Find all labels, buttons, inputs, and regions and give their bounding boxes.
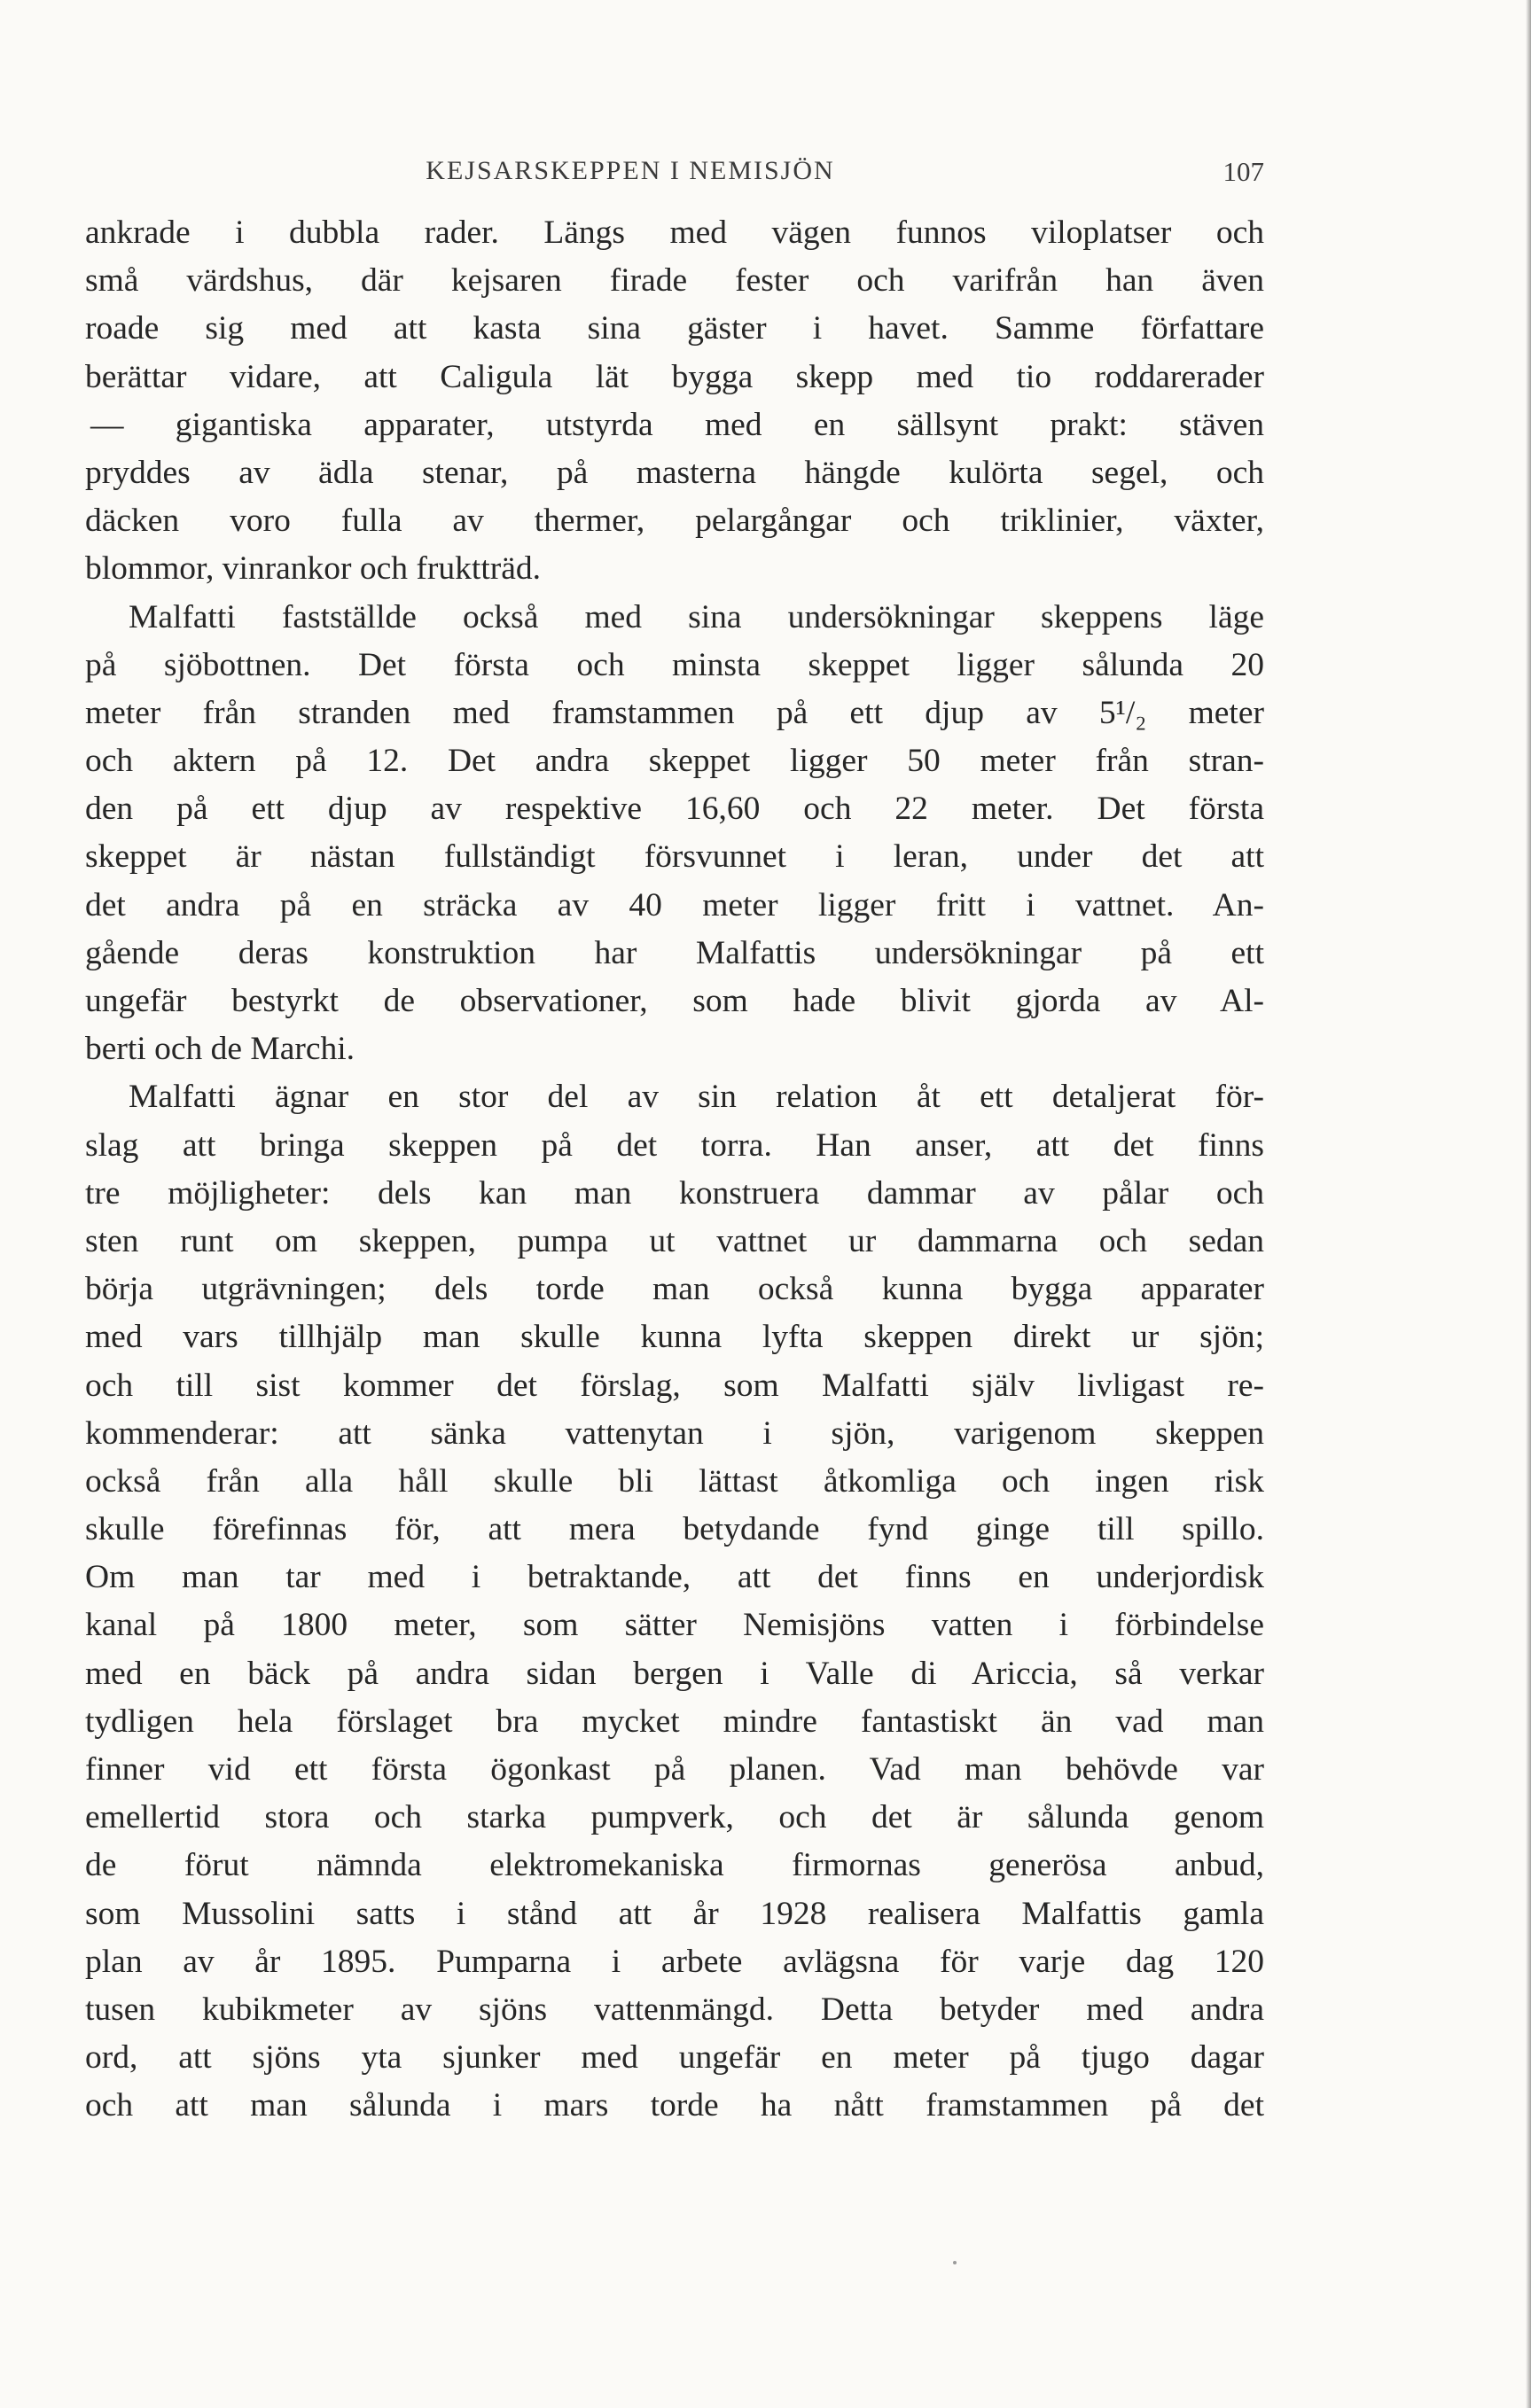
text-line: pryddes av ädla stenar, på masterna hängde kulörta segel, och (85, 454, 1264, 491)
text-line: slag att bringa skeppen på det torra. Han anser, att det finns (85, 1126, 1264, 1164)
body-text (85, 209, 1264, 2131)
text-line: och till sist kommer det förslag, som Malfatti själv livligast re- (85, 1367, 1264, 1404)
text-line: finner vid ett första ögonkast på planen. Vad man behövde var (85, 1751, 1264, 1788)
text-line: berättar vidare, att Caligula lät bygga skepp med tio roddarerader (85, 358, 1264, 395)
text-line: emellertid stora och starka pumpverk, och det är sålunda genom (85, 1799, 1264, 1836)
text-line: små värdshus, där kejsaren firade fester och varifrån han även (85, 262, 1264, 300)
text-line: skeppet är nästan fullständigt försvunnet i leran, under det att (85, 838, 1264, 876)
text-line: tusen kubikmeter av sjöns vattenmängd. Detta betyder med andra (85, 1991, 1264, 2028)
text-line: kommenderar: att sänka vattenytan i sjön, varigenom skeppen (85, 1414, 1264, 1452)
text-line: plan av år 1895. Pumparna i arbete avlägsna för varje dag 120 (85, 1943, 1264, 1980)
text-line: Malfatti fastställde också med sina undersökningar skeppens läge (129, 598, 1264, 635)
text-line: och att man sålunda i mars torde ha nått framstammen på det (85, 2087, 1264, 2124)
text-line: — gigantiska apparater, utstyrda med en sällsynt prakt: stäven (90, 406, 1264, 443)
text-line: roade sig med att kasta sina gäster i havet. Samme författare (85, 310, 1264, 347)
text-line: ungefär bestyrkt de observationer, som hade blivit gjorda av Al- (85, 983, 1264, 1019)
text-line: ankrade i dubbla rader. Längs med vägen funnos viloplatser och (85, 214, 1264, 251)
page-edge-shadow (1526, 0, 1531, 2408)
text-line: däcken voro fulla av thermer, pelargångar och triklinier, växter, (85, 503, 1264, 540)
text-line: och aktern på 12. Det andra skeppet ligger 50 meter från stran- (85, 743, 1264, 780)
text-line: också från alla håll skulle bli lättast åtkomliga och ingen risk (85, 1462, 1264, 1500)
text-line: som Mussolini satts i stånd att år 1928 realisera Malfattis gamla (85, 1895, 1264, 1932)
text-line: kanal på 1800 meter, som sätter Nemisjöns vatten i förbindelse (85, 1607, 1264, 1644)
text-line: tre möjligheter: dels kan man konstruera dammar av pålar och (85, 1174, 1264, 1212)
text-line: med en bäck på andra sidan bergen i Valle di Ariccia, så verkar (85, 1655, 1264, 1692)
text-line: det andra på en sträcka av 40 meter ligger fritt i vattnet. An- (85, 886, 1264, 923)
text-line: gående deras konstruktion har Malfattis undersökningar på ett (85, 934, 1264, 971)
text-line: börja utgrävningen; dels torde man också kunna bygga apparater (85, 1271, 1264, 1308)
text-line: de förut nämnda elektromekaniska firmornas generösa anbud, (85, 1847, 1264, 1884)
text-line: på sjöbottnen. Det första och minsta skeppet ligger sålunda 20 (85, 646, 1264, 683)
text-line: Malfatti ägnar en stor del av sin relation åt ett detaljerat för- (129, 1079, 1264, 1116)
text-line: med vars tillhjälp man skulle kunna lyfta skeppen direkt ur sjön; (85, 1319, 1264, 1356)
text-line: sten runt om skeppen, pumpa ut vattnet ur dammarna och sedan (85, 1222, 1264, 1259)
text-line: tydligen hela förslaget bra mycket mindre fantastiskt än vad man (85, 1703, 1264, 1740)
running-title: KEJSARSKEPPEN I NEMISJÖN (426, 156, 835, 185)
running-head (85, 149, 1264, 190)
text-line: Om man tar med i betraktande, att det finns en underjordisk (85, 1559, 1264, 1596)
text-line: den på ett djup av respektive 16,60 och 22 meter. Det första (85, 791, 1264, 828)
page-number: 107 (1222, 156, 1264, 187)
text-line: ord, att sjöns yta sjunker med ungefär en meter på tjugo dagar (85, 2039, 1264, 2077)
paper-speck (953, 2261, 957, 2264)
text-line: meter från stranden med framstammen på ett djup av 5¹/₂ meter (85, 694, 1264, 731)
text-line: blommor, vinrankor och fruktträd. (85, 550, 541, 588)
text-line: skulle förefinnas för, att mera betydande fynd ginge till spillo. (85, 1511, 1264, 1548)
text-line: berti och de Marchi. (85, 1031, 355, 1068)
